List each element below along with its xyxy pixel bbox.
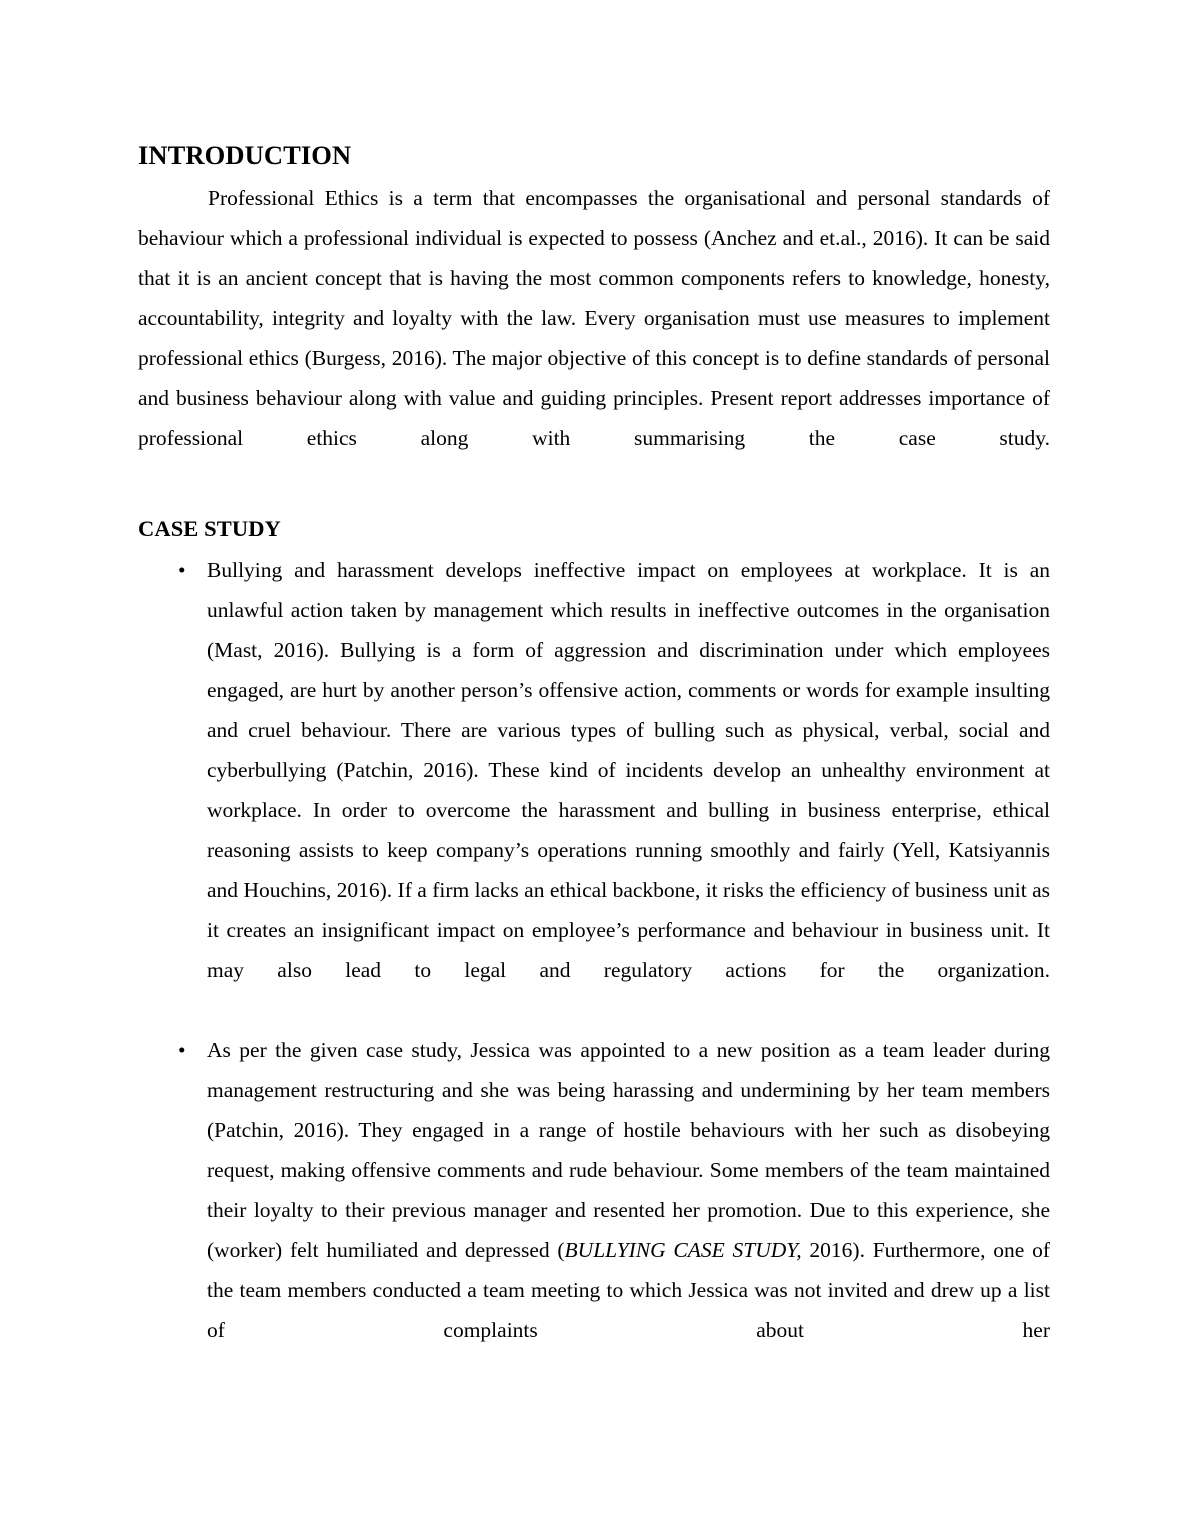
introduction-paragraph: Professional Ethics is a term that encompasses the organisational and personal standards of behaviour which a professional individual is expected to possess (Anchez and et.al., 2016). It can be said that it is an ancient concept that is having the most common components refers to knowledge, honesty, accountability, integrity and loyalty with the law. Every organisation must use measures to implement professional ethics (Burgess, 2016). The major objective of this concept is to define standards of personal and business behaviour along with value and guiding principles. Present report addresses importance of professional ethics along with summarising the case study. (138, 186, 1050, 450)
list-item-text-lead: As per the given case study, Jessica was appointed to a new position as a team leader during management restructuring and she was being harassing and undermining by her team members (Patchin, 2016). They engaged in a range of hostile behaviours with her such as disobeying request, making offensive comments and rude behaviour. Some members of the team maintained their loyalty to their previous manager and resented her promotion. Due to this experience, she (worker) felt humiliated and depressed ( (207, 1038, 1050, 1262)
list-item (138, 550, 1050, 1030)
bullet-point-icon: • (178, 558, 186, 582)
citation-title-italic: BULLYING CASE STUDY, (564, 1238, 802, 1262)
list-item-text-tail: 2016). Furthermore, one of the team members conducted a team meeting to which Jessica was not invited and drew up a list of complaints about her (207, 1238, 1050, 1342)
document-body (138, 138, 1050, 1390)
list-item-text: Bullying and harassment develops ineffective impact on employees at workplace. It is an unlawful action taken by management which results in ineffective outcomes in the organisation (Mast, 2016). Bullying is a form of aggression and discrimination under which employees engaged, are hurt by another person’s offensive action, comments or words for example insulting and cruel behaviour. There are various types of bulling such as physical, verbal, social and cyberbullying (Patchin, 2016). These kind of incidents develop an unhealthy environment at workplace. In order to overcome the harassment and bulling in business enterprise, ethical reasoning assists to keep company’s operations running smoothly and fairly (Yell, Katsiyannis and Houchins, 2016). If a firm lacks an ethical backbone, it risks the efficiency of business unit as it creates an insignificant impact on employee’s performance and behaviour in business unit. It may also lead to legal and regulatory actions for the organization. (207, 558, 1050, 982)
bullet-point-icon: • (178, 1038, 186, 1062)
section-heading-introduction: INTRODUCTION (138, 140, 352, 170)
section-heading-case-study: CASE STUDY (138, 516, 281, 541)
list-item-text (207, 1038, 1050, 1342)
section-spacer (138, 498, 1050, 514)
case-study-bullet-list (138, 550, 1050, 1390)
list-item (138, 1030, 1050, 1390)
